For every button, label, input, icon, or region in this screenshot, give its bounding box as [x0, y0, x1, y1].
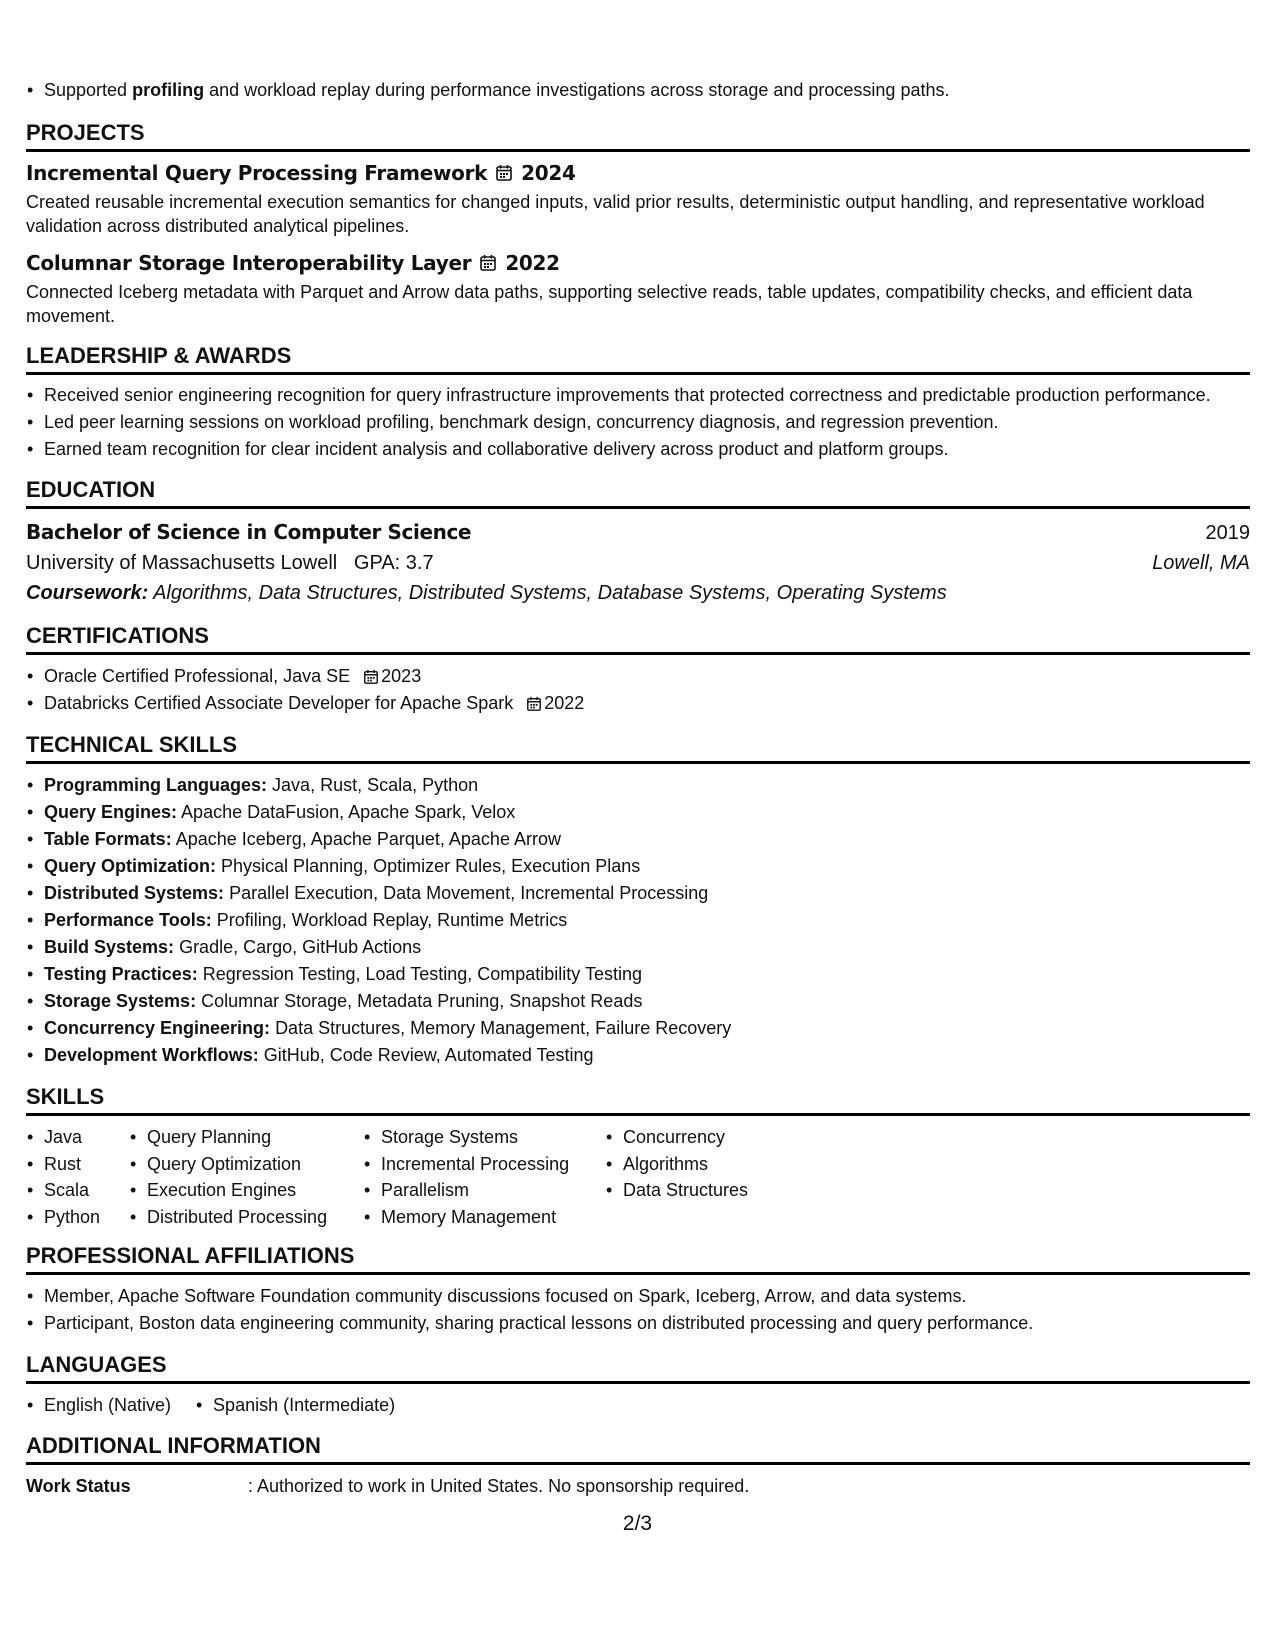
list-item: • Concurrency: [605, 1124, 805, 1151]
experience-continued-list: [26, 78, 1250, 103]
languages-section: [26, 1351, 1250, 1418]
additional-info-section: [26, 1432, 1250, 1499]
list-item: • Distributed Processing: [129, 1204, 363, 1231]
list-item: • Led peer learning sessions on workload profiling, benchmark design, concurrency diagnosis, and regression prevention.: [26, 410, 1250, 435]
section-heading: PROFESSIONAL AFFILIATIONS: [26, 1242, 1250, 1275]
project-description: Created reusable incremental execution semantics for changed inputs, valid prior results, deterministic output handling, and representative workload validation across distributed analytical pipelines.: [26, 192, 1205, 236]
list-item: [26, 663, 1250, 690]
certifications-section: [26, 622, 1250, 717]
certification-year: 2022: [544, 693, 585, 713]
skills-grid: [26, 1124, 1250, 1230]
project-entry: [26, 250, 1250, 328]
list-item: • Parallelism: [363, 1177, 605, 1204]
calendar-icon: [526, 696, 542, 712]
certification-name: Databricks Certified Associate Developer for Apache Spark: [44, 693, 514, 713]
list-item: [26, 934, 1250, 961]
skill-values: Regression Testing, Load Testing, Compatibility Testing: [202, 964, 643, 984]
skill-category: Query Optimization:: [44, 856, 217, 876]
skill-values: Parallel Execution, Data Movement, Incremental Processing: [229, 883, 709, 903]
skill-category: Testing Practices:: [44, 964, 198, 984]
list-item: • Member, Apache Software Foundation community discussions focused on Spark, Iceberg, Arrow, and data systems.: [26, 1283, 1250, 1310]
list-item: • Rust: [26, 1151, 129, 1178]
list-item: • Storage Systems: [363, 1124, 605, 1151]
list-item: [26, 772, 1250, 799]
technical-skills-list: [26, 772, 1250, 1069]
project-title: Columnar Storage Interoperability Layer: [26, 251, 472, 275]
skill-category: Concurrency Engineering:: [44, 1018, 271, 1038]
project-description: Connected Iceberg metadata with Parquet and Arrow data paths, supporting selective reads, table updates, compatibility checks, and efficient data movement.: [26, 282, 1193, 326]
skill-category: Table Formats:: [44, 829, 172, 849]
list-item: • Spanish (Intermediate): [195, 1392, 395, 1418]
list-item: • Memory Management: [363, 1204, 605, 1231]
section-heading: LANGUAGES: [26, 1351, 1250, 1384]
list-item: • Data Structures: [605, 1177, 805, 1204]
coursework: [26, 578, 1250, 608]
skill-values: Columnar Storage, Metadata Pruning, Snapshot Reads: [201, 991, 643, 1011]
languages-list: [26, 1392, 1250, 1418]
coursework-list: Algorithms, Data Structures, Distributed Systems, Database Systems, Operating Systems: [153, 582, 947, 604]
technical-skills-section: [26, 731, 1250, 1069]
section-heading: LEADERSHIP & AWARDS: [26, 342, 1250, 375]
section-heading: TECHNICAL SKILLS: [26, 731, 1250, 764]
school-location: Lowell, MA: [1152, 552, 1250, 574]
skill-category: Development Workflows:: [44, 1045, 259, 1065]
work-status-row: [26, 1473, 1250, 1499]
list-item: • Incremental Processing: [363, 1151, 605, 1178]
skills-column: [129, 1124, 363, 1230]
skill-values: Data Structures, Memory Management, Failure Recovery: [275, 1018, 732, 1038]
skills-column: [26, 1124, 129, 1230]
list-item: [26, 907, 1250, 934]
skill-category: Programming Languages:: [44, 775, 268, 795]
list-item: • Participant, Boston data engineering community, sharing practical lessons on distributed processing and query performance.: [26, 1310, 1250, 1337]
gpa: GPA: 3.7: [353, 552, 434, 574]
page-number: 2/3: [622, 1512, 653, 1535]
degree: Bachelor of Science in Computer Science: [26, 520, 472, 544]
list-item: [26, 880, 1250, 907]
skill-category: Build Systems:: [44, 937, 175, 957]
graduation-year: 2019: [1205, 522, 1250, 544]
section-heading: EDUCATION: [26, 476, 1250, 509]
skill-values: Apache DataFusion, Apache Spark, Velox: [181, 802, 516, 822]
resume-page: [26, 0, 1250, 1499]
coursework-label: Coursework:: [26, 582, 149, 604]
list-item: • Execution Engines: [129, 1177, 363, 1204]
list-item: [26, 826, 1250, 853]
school-name: University of Massachusetts Lowell: [26, 552, 338, 574]
skill-values: Gradle, Cargo, GitHub Actions: [179, 937, 422, 957]
projects-section: [26, 119, 1250, 328]
calendar-icon: [479, 254, 497, 272]
skill-category: Performance Tools:: [44, 910, 212, 930]
project-entry: [26, 160, 1250, 238]
certification-year: 2023: [381, 666, 422, 686]
section-heading: SKILLS: [26, 1083, 1250, 1116]
list-item: • Received senior engineering recognition for query infrastructure improvements that protected correctness and predictable production performance.: [26, 383, 1250, 407]
calendar-icon: [495, 164, 513, 182]
section-heading: PROJECTS: [26, 119, 1250, 152]
skill-values: Physical Planning, Optimizer Rules, Execution Plans: [221, 856, 641, 876]
list-item: [26, 853, 1250, 880]
skill-values: Java, Rust, Scala, Python: [272, 775, 479, 795]
list-item: • Java: [26, 1124, 129, 1151]
list-item: • Algorithms: [605, 1151, 805, 1178]
education-section: [26, 476, 1250, 608]
list-item: [26, 961, 1250, 988]
skill-values: Profiling, Workload Replay, Runtime Metrics: [216, 910, 568, 930]
section-heading: CERTIFICATIONS: [26, 622, 1250, 655]
skill-category: Distributed Systems:: [44, 883, 225, 903]
list-item: • English (Native): [26, 1392, 171, 1418]
section-heading: ADDITIONAL INFORMATION: [26, 1432, 1250, 1465]
list-item: [26, 1042, 1250, 1069]
list-item: [26, 690, 1250, 717]
leadership-section: [26, 342, 1250, 462]
leadership-list: [26, 383, 1250, 462]
list-item: [26, 1015, 1250, 1042]
skill-values: GitHub, Code Review, Automated Testing: [263, 1045, 594, 1065]
list-item: • Supported profiling and workload replay during performance investigations across storage and processing paths.: [26, 78, 1250, 103]
certification-name: Oracle Certified Professional, Java SE: [44, 666, 351, 686]
skill-category: Query Engines:: [44, 802, 178, 822]
skill-values: Apache Iceberg, Apache Parquet, Apache Arrow: [175, 829, 561, 849]
list-item: • Scala: [26, 1177, 129, 1204]
list-item: [26, 988, 1250, 1015]
list-item: • Query Optimization: [129, 1151, 363, 1178]
project-title: Incremental Query Processing Framework: [26, 161, 488, 185]
certifications-list: [26, 663, 1250, 717]
work-status-label: Work Status: [26, 1476, 131, 1496]
skills-column: [363, 1124, 605, 1230]
list-item: [26, 799, 1250, 826]
skill-category: Storage Systems:: [44, 991, 197, 1011]
list-item: • Python: [26, 1204, 129, 1231]
list-item: • Query Planning: [129, 1124, 363, 1151]
calendar-icon: [363, 669, 379, 685]
work-status-value: : Authorized to work in United States. No sponsorship required.: [248, 1476, 750, 1496]
skills-section: [26, 1083, 1250, 1230]
project-year: 2024: [521, 161, 576, 185]
affiliations-list: [26, 1283, 1250, 1337]
list-item: • Earned team recognition for clear incident analysis and collaborative delivery across product and platform groups.: [26, 437, 1250, 462]
skills-column: [605, 1124, 805, 1230]
affiliations-section: [26, 1242, 1250, 1337]
project-year: 2022: [505, 251, 560, 275]
